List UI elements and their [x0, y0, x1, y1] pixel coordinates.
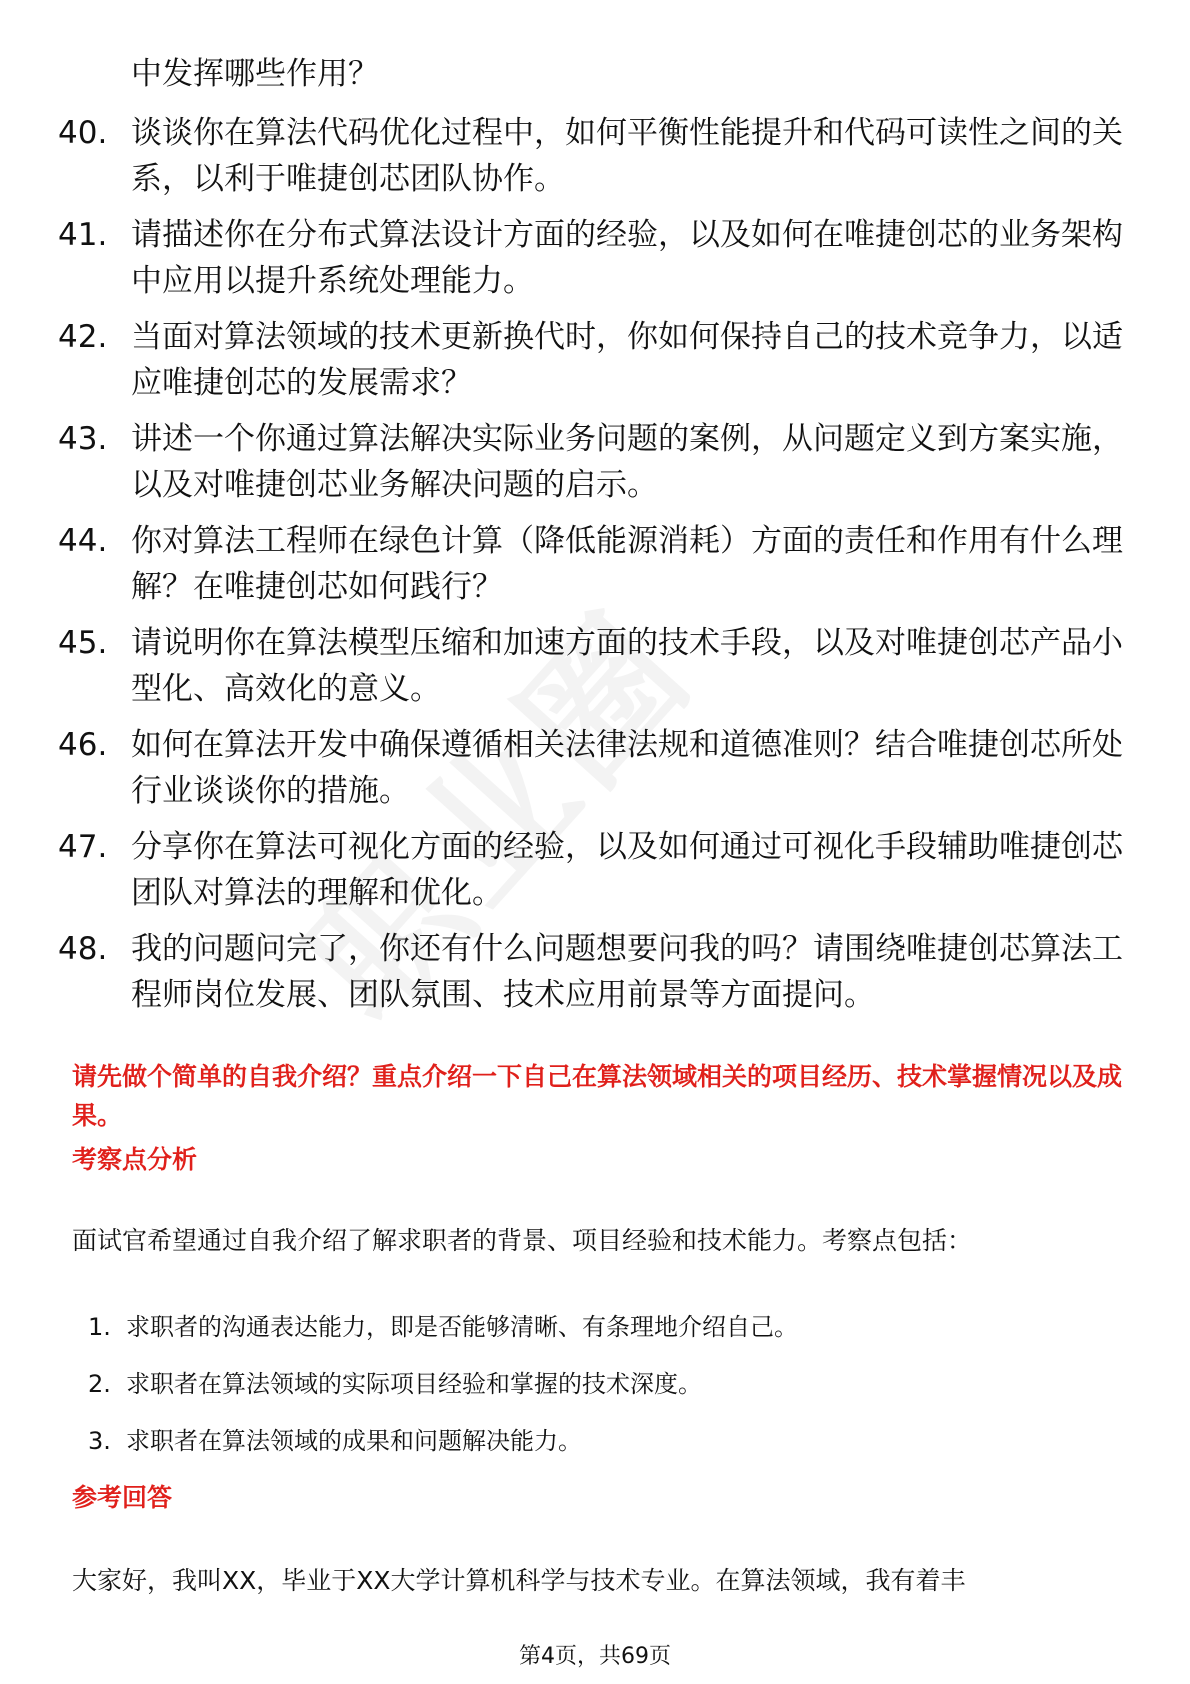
question-number: 48. — [58, 931, 108, 967]
question-item — [58, 314, 1138, 406]
analysis-point — [88, 1310, 1108, 1367]
question-item — [58, 722, 1138, 814]
analysis-point-text: 求职者在算法领域的实际项目经验和掌握的技术深度。 — [126, 1370, 702, 1398]
question-text: 讲述一个你通过算法解决实际业务问题的案例，从问题定义到方案实施，以及对唯捷创芯业务解决问题的启示。 — [131, 421, 1123, 503]
analysis-point-number: 2. — [88, 1370, 111, 1398]
reference-answer-text: 大家好，我叫XX，毕业于XX大学计算机科学与技术专业。在算法领域，我有着丰 — [72, 1566, 966, 1595]
question-number: 46. — [58, 727, 108, 763]
question-text: 如何在算法开发中确保遵循相关法律法规和道德准则？结合唯捷创芯所处行业谈谈你的措施。 — [131, 727, 1123, 809]
question-text: 请说明你在算法模型压缩和加速方面的技术手段，以及对唯捷创芯产品小型化、高效化的意义。 — [131, 625, 1123, 707]
question-text: 分享你在算法可视化方面的经验，以及如何通过可视化手段辅助唯捷创芯团队对算法的理解和优化。 — [131, 829, 1123, 911]
question-number: 47. — [58, 829, 108, 865]
analysis-point-number: 3. — [88, 1427, 111, 1455]
question-item — [58, 926, 1138, 1018]
analysis-intro: 面试官希望通过自我介绍了解求职者的背景、项目经验和技术能力。考察点包括： — [72, 1226, 973, 1255]
question-number: 45. — [58, 625, 108, 661]
question-item — [58, 518, 1138, 610]
question-item — [58, 212, 1138, 304]
featured-question: 请先做个简单的自我介绍？重点介绍一下自己在算法领域相关的项目经历、技术掌握情况以及成果。 — [72, 1062, 1123, 1130]
analysis-point-text: 求职者在算法领域的成果和问题解决能力。 — [126, 1427, 582, 1455]
question-number: 43. — [58, 421, 108, 457]
question-item — [58, 110, 1138, 202]
question-number: 42. — [58, 319, 108, 355]
reference-heading: 参考回答 — [72, 1483, 173, 1512]
question-text: 我的问题问完了，你还有什么问题想要问我的吗？请围绕唯捷创芯算法工程师岗位发展、团队氛围、技术应用前景等方面提问。 — [131, 931, 1123, 1013]
analysis-point-text: 求职者的沟通表达能力，即是否能够清晰、有条理地介绍自己。 — [126, 1313, 798, 1341]
analysis-point — [88, 1367, 1108, 1424]
question-continuation: 中发挥哪些作用？ — [131, 56, 379, 92]
question-text: 当面对算法领域的技术更新换代时，你如何保持自己的技术竞争力，以适应唯捷创芯的发展需求？ — [131, 319, 1123, 401]
question-item — [58, 416, 1138, 508]
question-item — [58, 824, 1138, 916]
page-footer: 第4页，共69页 — [519, 1644, 671, 1669]
question-number: 44. — [58, 523, 108, 559]
question-item — [58, 620, 1138, 712]
analysis-point-list — [88, 1310, 1108, 1481]
question-number: 41. — [58, 217, 108, 253]
question-text: 你对算法工程师在绿色计算（降低能源消耗）方面的责任和作用有什么理解？在唯捷创芯如何践行？ — [131, 523, 1123, 605]
question-number: 40. — [58, 115, 108, 151]
question-list — [58, 110, 1138, 1028]
question-text: 谈谈你在算法代码优化过程中，如何平衡性能提升和代码可读性之间的关系，以利于唯捷创芯团队协作。 — [131, 115, 1123, 197]
question-text: 请描述你在分布式算法设计方面的经验，以及如何在唯捷创芯的业务架构中应用以提升系统处理能力。 — [131, 217, 1123, 299]
analysis-point — [88, 1424, 1108, 1481]
analysis-point-number: 1. — [88, 1313, 111, 1341]
analysis-heading: 考察点分析 — [72, 1145, 198, 1174]
